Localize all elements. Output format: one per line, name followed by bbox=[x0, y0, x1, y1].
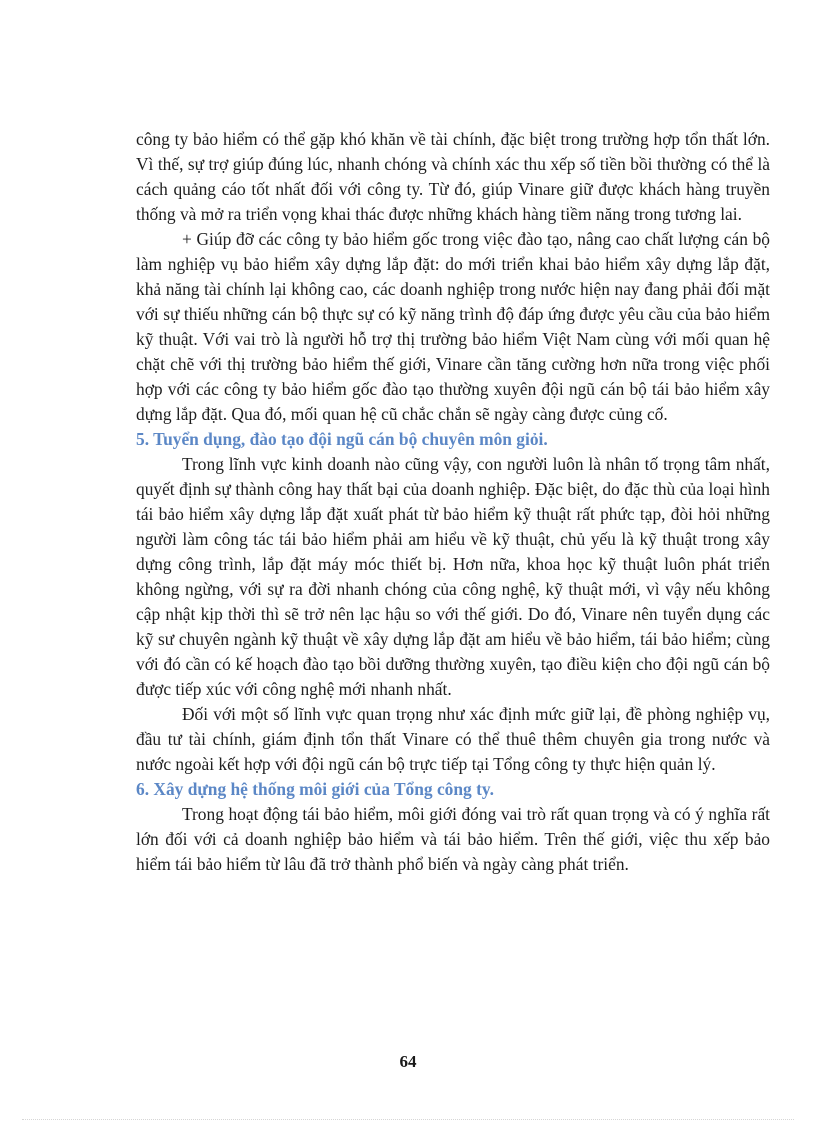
section-heading-5: 5. Tuyển dụng, đào tạo đội ngũ cán bộ chuyên môn giỏi. bbox=[136, 429, 548, 449]
paragraph-continuation: công ty bảo hiểm có thể gặp khó khăn về tài chính, đặc biệt trong trường hợp tổn thất lớn. Vì thế, sự trợ giúp đúng lúc, nhanh chóng và chính xác thu xếp số tiền bồi thường có thể là cách quảng cáo tốt nhất đối với công ty. Từ đó, giúp Vinare giữ được khách hàng truyền thống và mở ra triển vọng khai thác được những khách hàng tiềm năng trong tương lai. bbox=[136, 129, 770, 224]
page-number: 64 bbox=[399, 1052, 417, 1071]
paragraph-brokerage: Trong hoạt động tái bảo hiểm, môi giới đóng vai trò rất quan trọng và có ý nghĩa rất lớn đối với cả doanh nghiệp bảo hiểm và tái bảo hiểm. Trên thế giới, việc thu xếp bảo hiểm tái bảo hiểm từ lâu đã trở thành phổ biến và ngày càng phát triển. bbox=[136, 804, 770, 874]
page-body bbox=[136, 127, 770, 877]
page-bottom-divider bbox=[22, 1119, 794, 1120]
paragraph-training-support: + Giúp đỡ các công ty bảo hiểm gốc trong việc đào tạo, nâng cao chất lượng cán bộ làm nghiệp vụ bảo hiểm xây dựng lắp đặt: do mới triển khai bảo hiểm xây dựng lắp đặt, khả năng tài chính lại không cao, các doanh nghiệp trong nước hiện nay đang phải đối mặt với sự thiếu những cán bộ thực sự có kỹ năng trình độ đáp ứng được yêu cầu của bảo hiểm kỹ thuật. Với vai trò là người hỗ trợ thị trường bảo hiểm Việt Nam cùng với mối quan hệ chặt chẽ với thị trường bảo hiểm thế giới, Vinare cần tăng cường hơn nữa trong việc phối hợp với các công ty bảo hiểm gốc đào tạo thường xuyên đội ngũ cán bộ tái bảo hiểm xây dựng lắp đặt. Qua đó, mối quan hệ cũ chắc chắn sẽ ngày càng được củng cố. bbox=[136, 229, 770, 424]
paragraph-experts: Đối với một số lĩnh vực quan trọng như xác định mức giữ lại, đề phòng nghiệp vụ, đầu tư tài chính, giám định tổn thất Vinare có thể thuê thêm chuyên gia trong nước và nước ngoài kết hợp với đội ngũ cán bộ trực tiếp tại Tổng công ty thực hiện quản lý. bbox=[136, 704, 770, 774]
paragraph-human-factor: Trong lĩnh vực kinh doanh nào cũng vậy, con người luôn là nhân tố trọng tâm nhất, quyết định sự thành công hay thất bại của doanh nghiệp. Đặc biệt, do đặc thù của loại hình tái bảo hiểm xây dựng lắp đặt xuất phát từ bảo hiểm kỹ thuật rất phức tạp, đòi hỏi những người làm công tác tái bảo hiểm phải am hiểu về kỹ thuật, chủ yếu là kỹ thuật trong xây dựng công trình, lắp đặt máy móc thiết bị. Hơn nữa, khoa học kỹ thuật luôn phát triển không ngừng, với sự ra đời nhanh chóng của công nghệ, kỹ thuật mới, vì vậy nếu không cập nhật kịp thời thì sẽ trở nên lạc hậu so với thế giới. Do đó, Vinare nên tuyển dụng các kỹ sư chuyên ngành kỹ thuật về xây dựng lắp đặt am hiểu về bảo hiểm, tái bảo hiểm; cùng với đó cần có kế hoạch đào tạo bồi dưỡng thường xuyên, tạo điều kiện cho đội ngũ cán bộ được tiếp xúc với công nghệ mới nhanh nhất. bbox=[136, 454, 770, 699]
section-heading-6: 6. Xây dựng hệ thống môi giới của Tổng công ty. bbox=[136, 779, 494, 799]
